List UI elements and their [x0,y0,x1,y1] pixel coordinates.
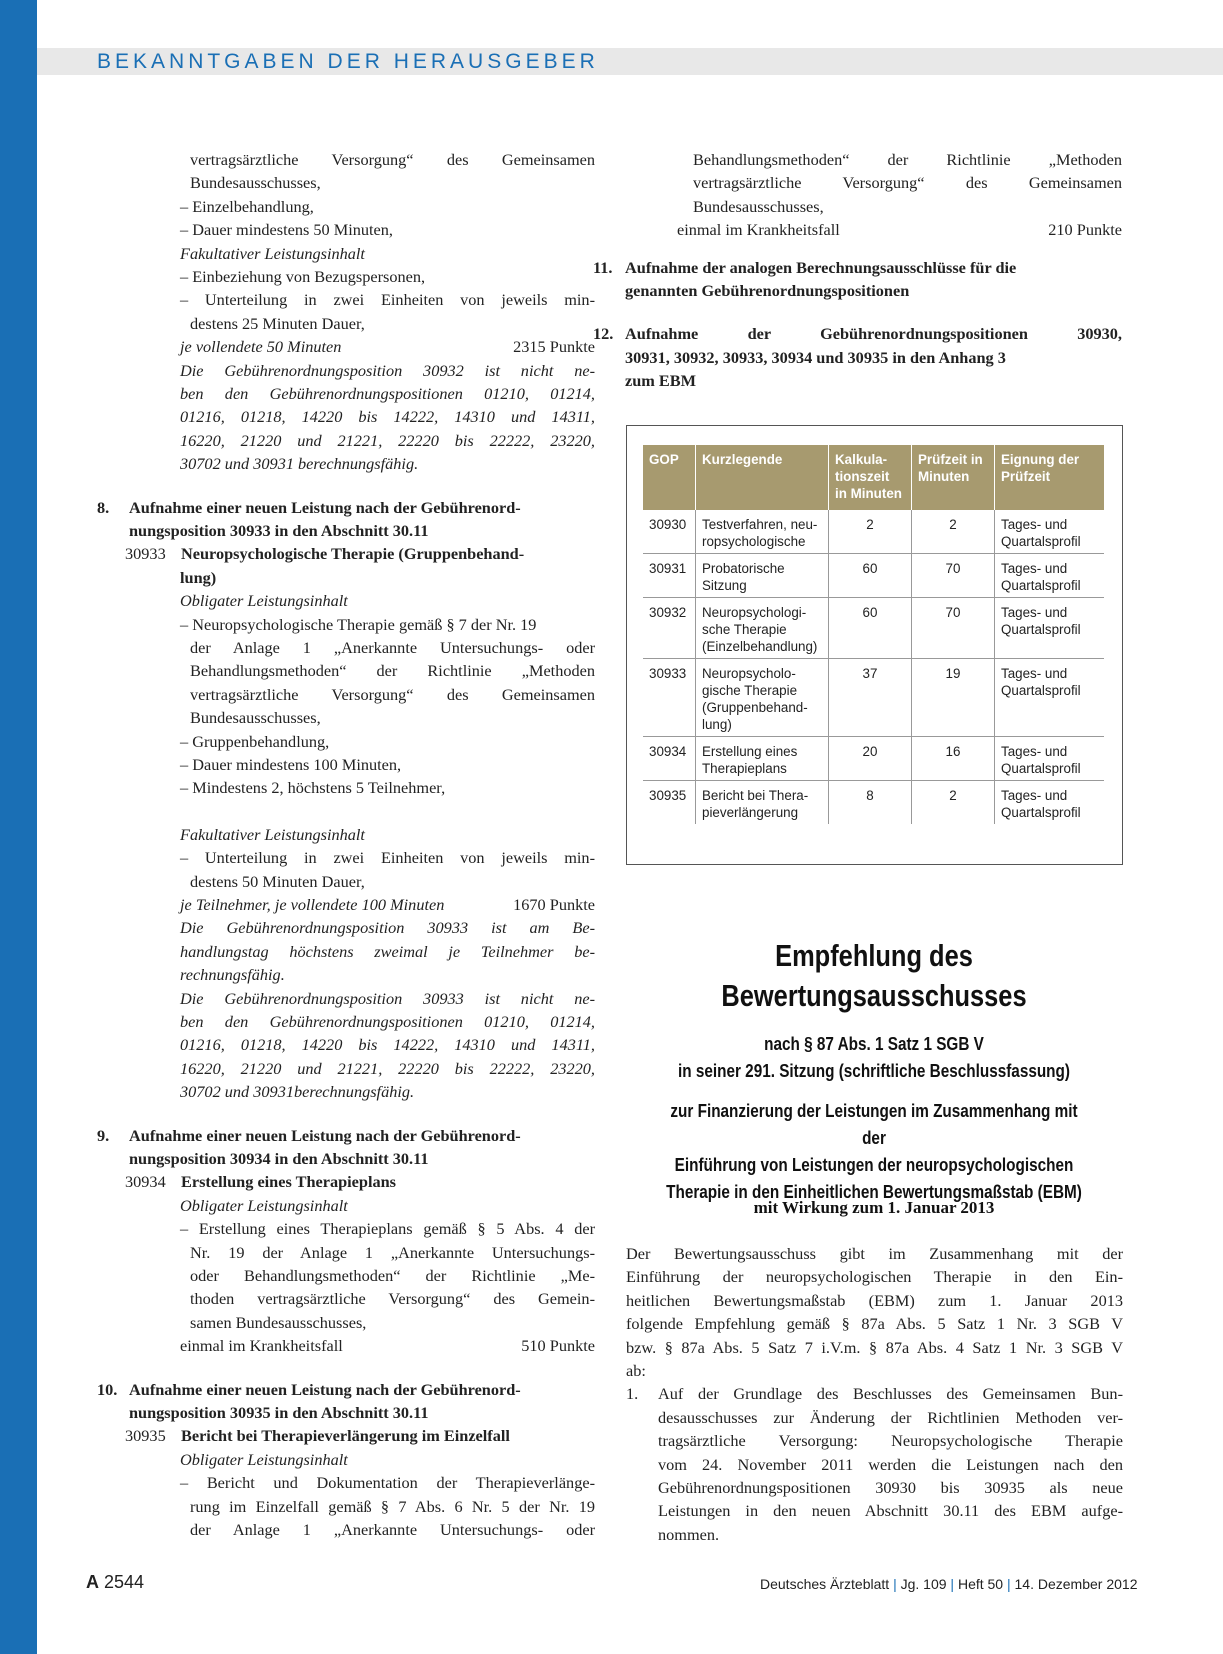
price-row [97,893,595,916]
cell-pruef: 2 [912,510,995,554]
body-line: Der Bewertungsausschuss gibt im Zusammenhang mit der [626,1244,1123,1263]
gop-table [643,445,1104,824]
col-header-pruefzeit: Prüfzeit in Minuten [912,445,995,510]
cell-kalk: 2 [829,510,912,554]
obligat-label: Obligater Leistungsinhalt [180,591,348,611]
title-line: Empfehlung des [775,938,973,973]
note-line: 01216, 01218, 14220 bis 14222, 14310 und 14311, [180,1035,595,1055]
cell-kalk: 8 [829,781,912,825]
side-accent-bar [0,0,37,1654]
note-line: 16220, 21220 und 21221, 22220 bis 22222, 23220, [180,1058,595,1078]
cell-legend: Probatorische Sitzung [696,554,829,598]
note-line: handlungstag höchstens zweimal je Teilnehmer be- [180,941,595,961]
journal-name: Deutsches Ärzteblatt [760,1576,890,1592]
item-heading: 8. Aufnahme einer neuen Leistung nach der Gebührenord- [97,497,521,517]
effective-date: mit Wirkung zum 1. Januar 2013 [753,1198,995,1217]
text-line: Bundesausschusses, [693,196,824,216]
bullet-line: vertragsärztliche Versorgung“ des Gemeinsamen [190,684,595,704]
bullet-line: Bundesausschusses, [190,708,321,728]
gop-heading: 30935 Bericht bei Therapieverlängerung im Einzelfall [125,1426,510,1446]
point-line: 1. Auf der Grundlage des Beschlusses des Gemeinsamen Bun- [626,1384,1123,1404]
col-header-kalkulationszeit: Kalkula- tionszeit in Minuten [829,445,912,510]
cell-eignung: Tages- und Quartalsprofil [995,510,1105,554]
bullet-line: – Einzelbehandlung, [180,196,314,216]
price-label: je vollendete 50 Minuten [180,337,342,357]
cell-gop: 30931 [643,554,696,598]
item-heading: nungsposition 30935 in den Abschnitt 30.11 [129,1403,429,1422]
note-line: Die Gebührenordnungsposition 30933 ist nicht ne- [180,988,595,1008]
price-label: einmal im Krankheitsfall [677,220,840,240]
fakultativ-label: Fakultativer Leistungsinhalt [180,243,365,263]
volume: Jg. 109 [900,1576,947,1592]
cell-eignung: Tages- und Quartalsprofil [1001,788,1081,820]
body-line: heitlichen Bewertungsmaßstab (EBM) zum 1. Januar 2013 [626,1290,1123,1310]
point-line: vom 24. November 2011 werden die Leistungen nach den [658,1454,1123,1474]
item-heading: nungsposition 30933 in den Abschnitt 30.11 [129,521,429,540]
table-row [643,659,1104,737]
bullet-line: – Bericht und Dokumentation der Therapieverlänge- [180,1473,595,1493]
title-line: Bewertungsausschusses [721,978,1027,1013]
note-line: 30702 und 30931berechnungsfähig. [180,1082,415,1102]
table-header-row [643,445,1104,510]
price-row [625,218,1122,241]
section-title: BEKANNTGABEN DER HERAUSGEBER [97,50,599,73]
cell-pruef: 2 [912,781,995,825]
text-line: Bundesausschusses, [190,173,321,193]
note-line: Die Gebührenordnungsposition 30933 ist am Be- [180,918,595,938]
col-header-kurzlegende: Kurzlegende [696,445,829,510]
bullet-line: der Anlage 1 „Anerkannte Untersuchungs- oder [190,638,595,658]
obligat-label: Obligater Leistungsinhalt [180,1195,348,1215]
cell-gop: 30934 [643,737,696,781]
cell-kalk: 60 [829,554,912,598]
item-heading: nungsposition 30934 in den Abschnitt 30.11 [129,1149,429,1168]
bullet-line: – Erstellung eines Therapieplans gemäß § 5 Abs. 4 der [180,1219,595,1239]
price-value: 210 Punkte [1048,220,1122,240]
cell-gop: 30933 [643,659,696,737]
item-heading: 30931, 30932, 30933, 30934 und 30935 in den Anhang 3 [625,347,1006,367]
bullet-line: destens 25 Minuten Dauer, [190,313,365,333]
issue: Heft 50 [957,1576,1004,1592]
obligat-label: Obligater Leistungsinhalt [180,1449,348,1469]
recommendation-body [626,1242,1123,1546]
bullet-line: – Mindestens 2, höchstens 5 Teilnehmer, [180,778,446,798]
journal-info: Deutsches Ärzteblatt | Jg. 109 | Heft 50 | 14. Dezember 2012 [760,1576,1138,1592]
left-column [97,148,595,1541]
note-line: 30702 und 30931 berechnungsfähig. [180,454,419,474]
table-row [643,781,1104,825]
gop-heading: lung) [180,567,217,587]
cell-kalk: 60 [829,598,912,659]
note-line: rechnungsfähig. [180,965,285,985]
cell-eignung: Tages- und Quartalsprofil [995,659,1105,737]
recommendation-title [671,936,1078,1016]
cell-eignung: Tages- und Quartalsprofil [995,737,1105,781]
bullet-line: der Anlage 1 „Anerkannte Untersuchungs- oder [190,1520,595,1539]
point-line: tragsärztliche Versorgung: Neuropsychologische Therapie [658,1431,1123,1451]
note-line: ben den Gebührenordnungspositionen 01210, 01214, [180,384,595,404]
cell-pruef: 70 [912,598,995,659]
price-value: 1670 Punkte [513,895,595,915]
gop-heading: 30934 Erstellung eines Therapieplans [125,1172,397,1192]
body-line: ab: [626,1360,646,1380]
cell-legend: Neuropsycholo- gische Therapie (Gruppenbehand- lung) [696,659,829,737]
bullet-line: oder Behandlungsmethoden“ der Richtlinie „Me- [190,1266,595,1285]
cell-gop: 30930 [643,510,696,554]
recommendation-topic [663,1098,1085,1206]
point-line: desausschusses zur Änderung der Richtlinien Methoden ver- [658,1407,1123,1427]
cell-eignung: Tages- und Quartalsprofil [995,554,1105,598]
cell-legend: Erstellung eines Therapieplans [696,737,829,781]
bullet-line: Behandlungsmethoden“ der Richtlinie „Methoden [190,661,595,681]
item-heading: 12. Aufnahme der Gebührenordnungspositionen 30930, [593,324,1122,344]
right-column [593,148,1122,393]
cell-kalk: 37 [829,659,912,737]
body-line: folgende Empfehlung gemäß § 87a Abs. 5 Satz 1 Nr. 3 SGB V [626,1314,1123,1334]
table-row [643,737,1104,781]
price-value: 2315 Punkte [513,337,595,357]
subtitle-line: nach § 87 Abs. 1 Satz 1 SGB V [764,1034,984,1054]
bullet-line: rung im Einzelfall gemäß § 7 Abs. 6 Nr. 5 der Nr. 19 [190,1496,595,1516]
bullet-line: Nr. 19 der Anlage 1 „Anerkannte Untersuchungs- [190,1242,595,1262]
cell-legend: Testverfahren, neu- ropsychologische [696,510,829,554]
price-row [97,335,595,358]
table-row [643,510,1104,554]
col-header-eignung: Eignung der Prüfzeit [995,445,1105,510]
subtitle-line: in seiner 291. Sitzung (schriftliche Beschlussfassung) [678,1061,1070,1081]
item-heading: zum EBM [625,371,696,391]
bullet-line: samen Bundesausschusses, [190,1312,367,1332]
body-line: bzw. § 87a Abs. 5 Satz 7 i.V.m. § 87a Abs. 4 Satz 1 Nr. 3 SGB V [626,1337,1123,1357]
bullet-line: – Neuropsychologische Therapie gemäß § 7 der Nr. 19 [180,614,537,634]
point-line: Gebührenordnungspositionen 30930 bis 30935 als neue [658,1477,1123,1497]
cell-pruef: 70 [912,554,995,598]
fakultativ-label: Fakultativer Leistungsinhalt [180,824,365,844]
bullet-line: thoden vertragsärztliche Versorgung“ des Gemein- [190,1289,595,1309]
item-heading: 10. Aufnahme einer neuen Leistung nach der Gebührenord- [97,1379,521,1399]
text-line: Behandlungsmethoden“ der Richtlinie „Methoden [693,150,1122,169]
cell-gop: 30935 [643,781,696,825]
topic-line: Einführung von Leistungen der neuropsychologischen [674,1155,1074,1175]
bullet-line: – Unterteilung in zwei Einheiten von jeweils min- [180,848,595,868]
note-line: 16220, 21220 und 21221, 22220 bis 22222, 23220, [180,430,595,450]
item-heading: 9. Aufnahme einer neuen Leistung nach der Gebührenord- [97,1125,521,1145]
cell-pruef: 16 [912,737,995,781]
bullet-line: – Gruppenbehandlung, [180,731,330,751]
text-line: vertragsärztliche Versorgung“ des Gemeinsamen [693,173,1122,193]
recommendation-subtitle [663,1031,1085,1085]
cell-kalk: 20 [829,737,912,781]
col-header-gop: GOP [643,445,696,510]
cell-pruef: 19 [912,659,995,737]
price-label: je Teilnehmer, je vollendete 100 Minuten [180,895,445,915]
price-row [97,1334,595,1357]
price-value: 510 Punkte [521,1336,595,1356]
point-line: nommen. [658,1524,720,1544]
bullet-line: – Dauer mindestens 50 Minuten, [180,220,393,240]
cell-legend: Neuropsychologi- sche Therapie (Einzelbehandlung) [696,598,829,659]
topic-line: zur Finanzierung der Leistungen im Zusammenhang mit der [670,1101,1078,1148]
page-number: A 2544 [86,1572,145,1592]
issue-date: 14. Dezember 2012 [1014,1576,1138,1592]
note-line: Die Gebührenordnungsposition 30932 ist nicht ne- [180,360,595,380]
text-line: vertragsärztliche Versorgung“ des Gemeinsamen [190,150,595,169]
cell-eignung: Tages- und Quartalsprofil [995,598,1105,659]
bullet-line: – Einbeziehung von Bezugspersonen, [180,267,426,287]
bullet-line: – Unterteilung in zwei Einheiten von jeweils min- [180,290,595,310]
cell-legend: Bericht bei Thera- pieverlängerung [696,781,829,825]
item-heading: 11. Aufnahme der analogen Berechnungsausschlüsse für die [593,257,1017,277]
bullet-line: destens 50 Minuten Dauer, [190,871,365,891]
point-line: Leistungen in den neuen Abschnitt 30.11 des EBM aufge- [658,1501,1123,1521]
note-line: 01216, 01218, 14220 bis 14222, 14310 und 14311, [180,407,595,427]
body-line: Einführung der neuropsychologischen Therapie in den Ein- [626,1267,1123,1287]
topic-line: Therapie in den Einheitlichen Bewertungsmaßstab (EBM) [666,1182,1082,1202]
note-line: ben den Gebührenordnungspositionen 01210, 01214, [180,1012,595,1032]
item-heading: genannten Gebührenordnungspositionen [625,281,910,300]
gop-heading: 30933 Neuropsychologische Therapie (Gruppenbehand- [125,544,525,564]
bullet-line: – Dauer mindestens 100 Minuten, [180,755,402,775]
table-row [643,554,1104,598]
cell-gop: 30932 [643,598,696,659]
table-row [643,598,1104,659]
price-label: einmal im Krankheitsfall [180,1336,343,1356]
